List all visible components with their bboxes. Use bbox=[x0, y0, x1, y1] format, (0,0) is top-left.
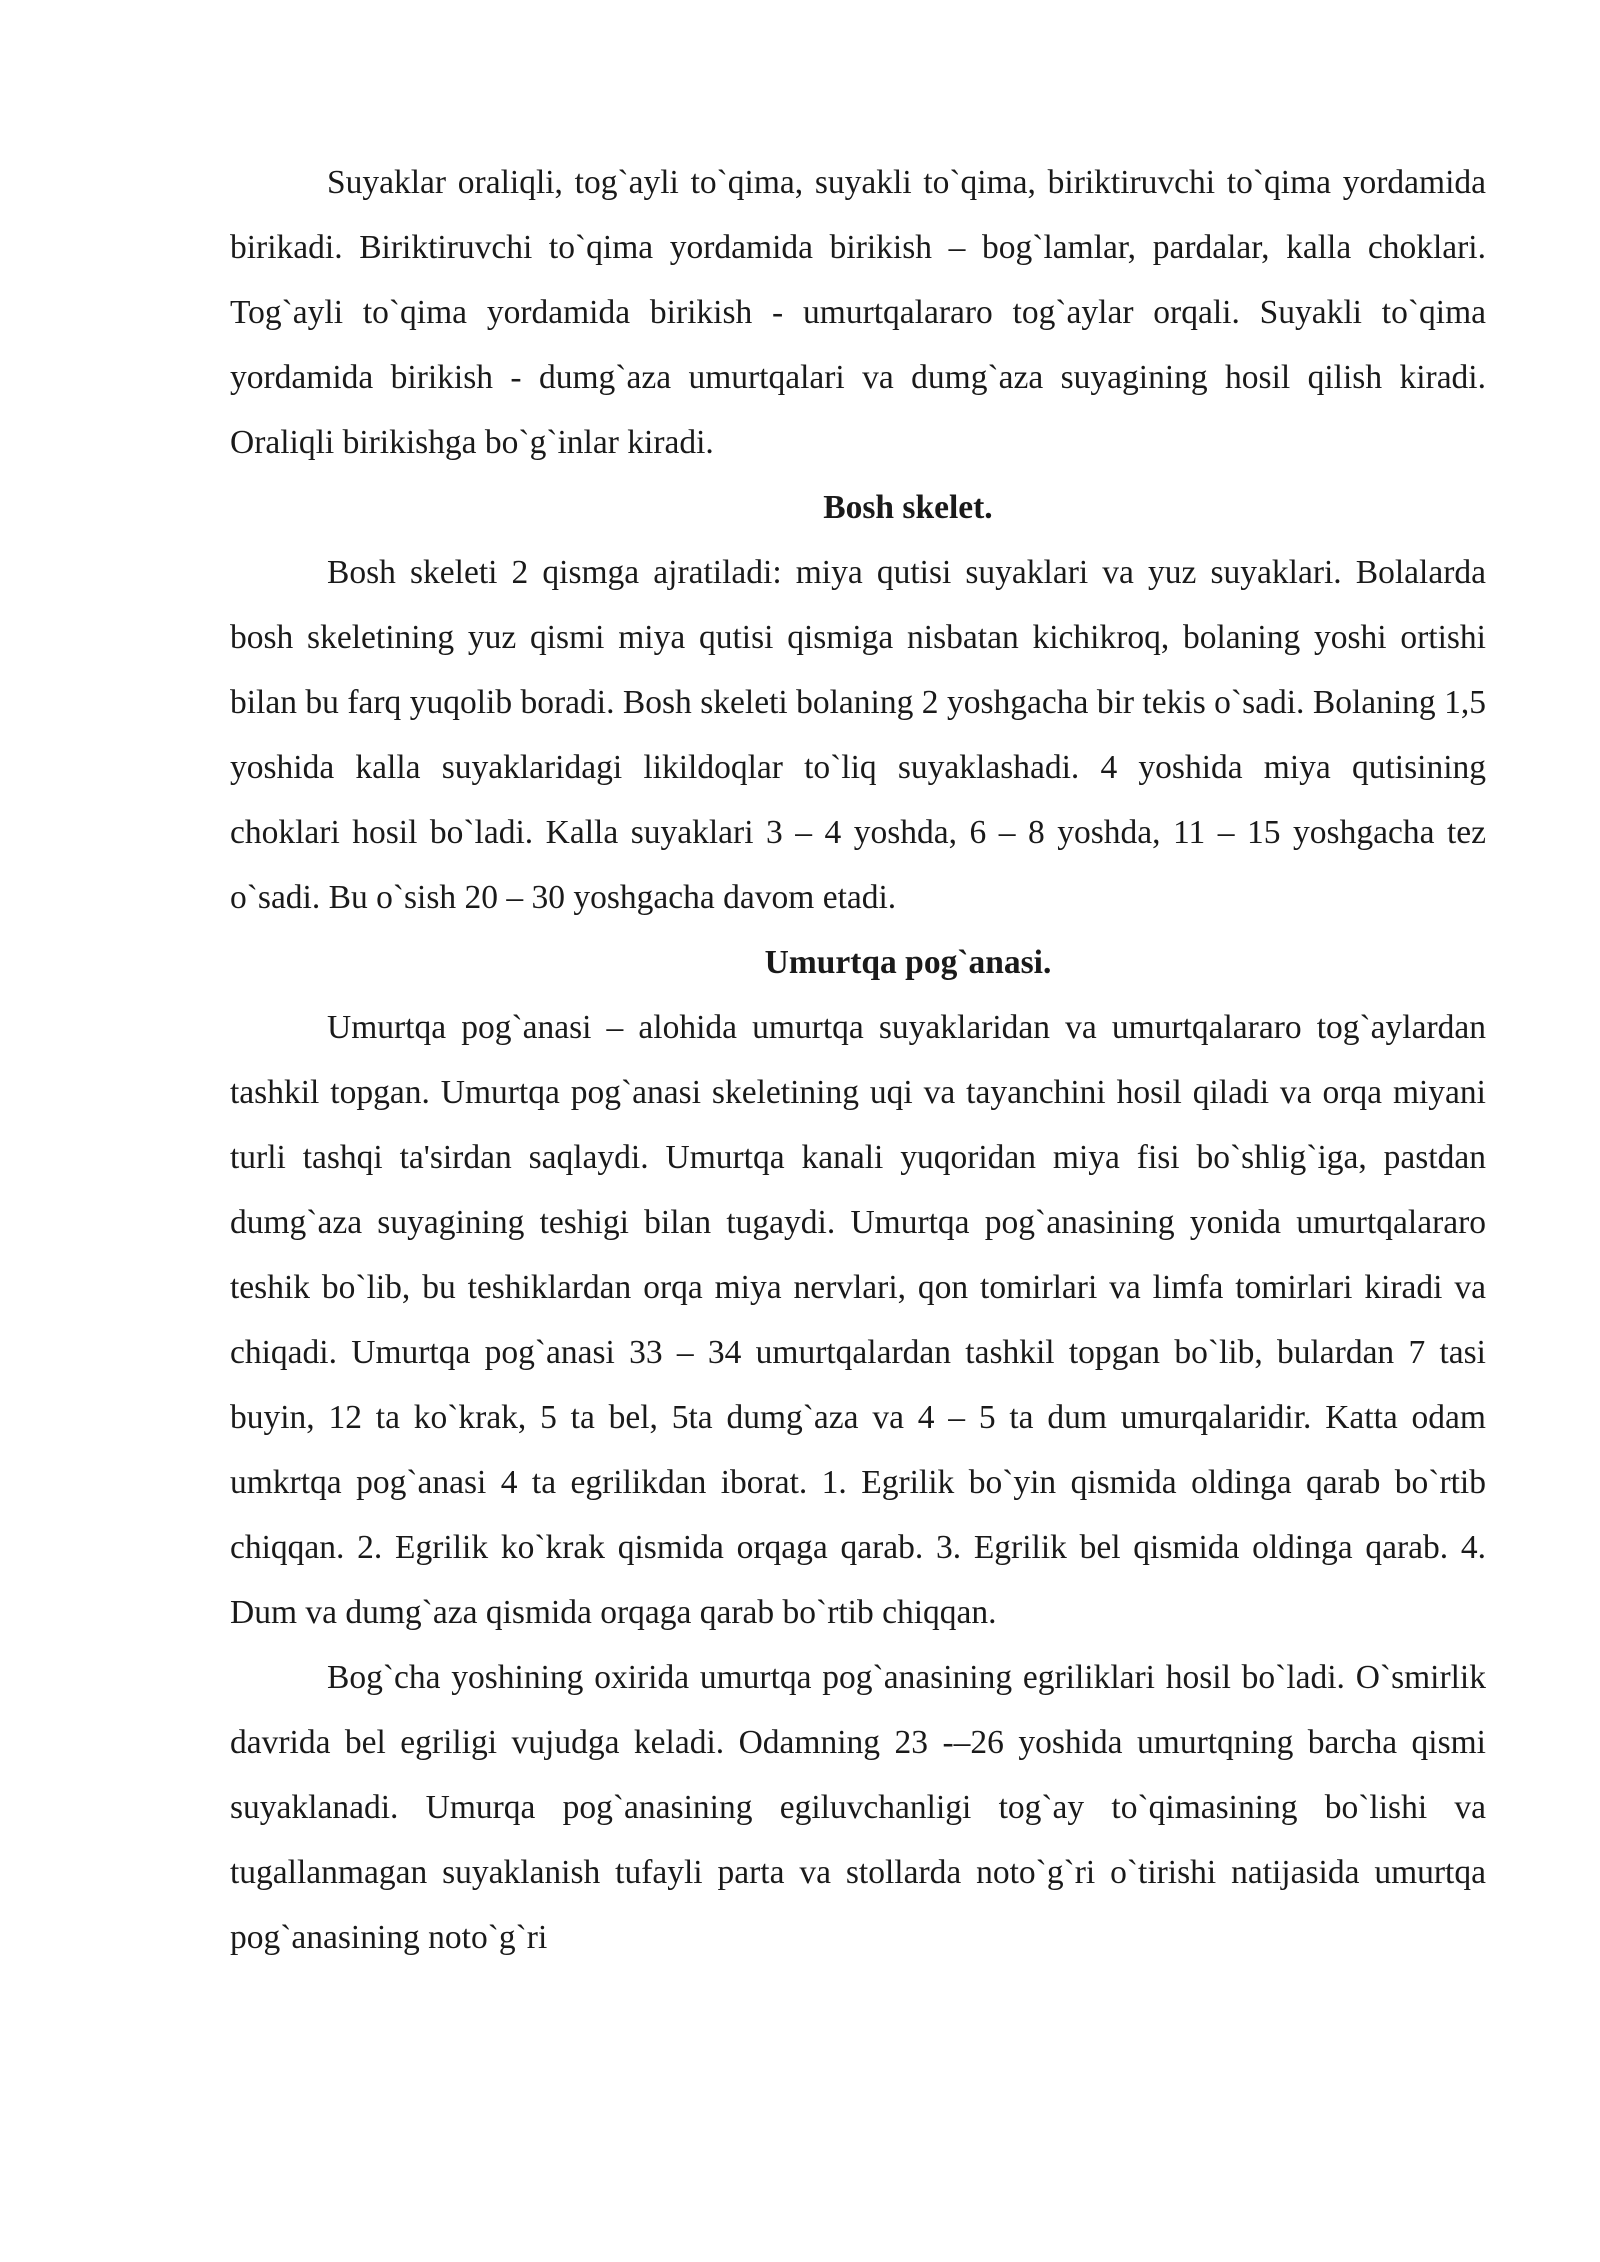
paragraph-skull: Bosh skeleti 2 qismga ajratiladi: miya qutisi suyaklari va yuz suyaklari. Bolalarda bosh skeletining yuz qismi miya qutisi qismiga nisbatan kichikroq, bolaning yoshi ortishi bilan bu farq yuqolib boradi. Bosh skeleti bolaning 2 yoshgacha bir tekis o`sadi. Bolaning 1,5 yoshida kalla suyaklaridagi likildoqlar to`liq suyaklashadi. 4 yoshida miya qutisining choklari hosil bo`ladi. Kalla suyaklari 3 – 4 yoshda, 6 – 8 yoshda, 11 – 15 yoshgacha tez o`sadi. Bu o`sish 20 – 30 yoshgacha davom etadi. bbox=[230, 554, 1486, 916]
paragraph-spine: Umurtqa pog`anasi – alohida umurtqa suyaklaridan va umurtqalararo tog`aylardan tashkil topgan. Umurtqa pog`anasi skeletining uqi va tayanchini hosil qiladi va orqa miyani turli tashqi ta'sirdan saqlaydi. Umurtqa kanali yuqoridan miya fisi bo`shlig`iga, pastdan dumg`aza suyagining teshigi bilan tugaydi. Umurtqa pog`anasining yonida umurtqalararo teshik bo`lib, bu teshiklardan orqa miya nervlari, qon tomirlari va limfa tomirlari kiradi va chiqadi. Umurtqa pog`anasi 33 – 34 umurtqalardan tashkil topgan bo`lib, bulardan 7 tasi buyin, 12 ta ko`krak, 5 ta bel, 5ta dumg`aza va 4 – 5 ta dum umurqalaridir. Katta odam umkrtqa pog`anasi 4 ta egrilikdan iborat. 1. Egrilik bo`yin qismida oldinga qarab bo`rtib chiqqan. 2. Egrilik ko`krak qismida orqaga qarab. 3. Egrilik bel qismida oldinga qarab. 4. Dum va dumg`aza qismida orqaga qarab bo`rtib chiqqan. bbox=[230, 1009, 1486, 1631]
paragraph-spine-curvature: Bog`cha yoshining oxirida umurtqa pog`anasining egriliklari hosil bo`ladi. O`smirlik davrida bel egriligi vujudga keladi. Odamning 23 -–26 yoshida umurtqning barcha qismi suyaklanadi. Umurqa pog`anasining egiluvchanligi tog`ay to`qimasining bo`lishi va tugallanmagan suyaklanish tufayli parta va stollarda noto`g`ri o`tirishi natijasida umurtqa pog`anasining noto`g`ri bbox=[230, 1659, 1486, 1956]
document-page bbox=[230, 150, 1486, 1970]
paragraph-bone-joints: Suyaklar oraliqli, tog`ayli to`qima, suyakli to`qima, biriktiruvchi to`qima yordamida birikadi. Biriktiruvchi to`qima yordamida birikish – bog`lamlar, pardalar, kalla choklari. Tog`ayli to`qima yordamida birikish - umurtqalararo tog`aylar orqali. Suyakli to`qima yordamida birikish - dumg`aza umurtqalari va dumg`aza suyagining hosil qilish kiradi. Oraliqli birikishga bo`g`inlar kiradi. bbox=[230, 164, 1486, 461]
heading-spine: Umurtqa pog`anasi. bbox=[764, 944, 1052, 981]
heading-skull: Bosh skelet. bbox=[823, 489, 993, 526]
